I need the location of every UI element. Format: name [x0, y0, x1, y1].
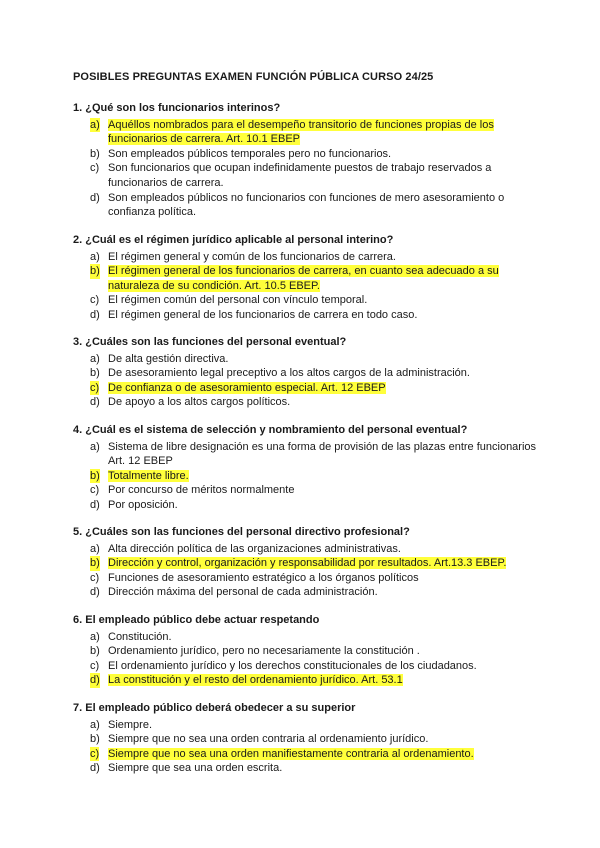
- answer-option: [73, 250, 543, 265]
- option-letter: c): [90, 747, 100, 760]
- option-letter: b): [90, 645, 100, 658]
- question-1: [73, 101, 543, 220]
- question-heading: 1. ¿Qué son los funcionarios interinos?: [73, 102, 281, 114]
- option-letter: d): [90, 308, 100, 321]
- question-3: [73, 335, 543, 410]
- option-letter: d): [90, 674, 100, 687]
- option-letter: c): [90, 571, 100, 584]
- answer-options: [73, 118, 543, 220]
- option-letter: a): [90, 542, 100, 555]
- document-title: POSIBLES PREGUNTAS EXAMEN FUNCIÓN PÚBLICA CURSO 24/25: [73, 71, 434, 83]
- option-letter: c): [90, 381, 100, 394]
- option-letter: a): [90, 440, 100, 453]
- answer-option: [73, 161, 543, 190]
- option-letter: c): [90, 484, 100, 497]
- question-6: [73, 613, 543, 688]
- option-text: Siempre que sea una orden escrita.: [108, 762, 283, 775]
- option-letter: b): [90, 147, 100, 160]
- answer-options: [73, 718, 543, 776]
- option-text: Dirección máxima del personal de cada administración.: [108, 586, 378, 599]
- question-heading: 3. ¿Cuáles son las funciones del personal eventual?: [73, 336, 347, 348]
- answer-options: [73, 250, 543, 323]
- option-text: Sistema de libre designación es una forma de provisión de las plazas entre funcionarios Art. 12 EBEP: [108, 440, 537, 468]
- answer-option: [73, 395, 543, 410]
- question-7: [73, 701, 543, 776]
- option-letter: d): [90, 191, 100, 204]
- option-text: Siempre que no sea una orden contraria al ordenamiento jurídico.: [108, 733, 429, 746]
- option-letter: b): [90, 557, 100, 570]
- answer-options: [73, 352, 543, 410]
- answer-option: [73, 761, 543, 776]
- option-letter: d): [90, 762, 100, 775]
- answer-option: [73, 366, 543, 381]
- option-text: El ordenamiento jurídico y los derechos constitucionales de los ciudadanos.: [108, 659, 477, 672]
- answer-option: [73, 440, 543, 469]
- option-text: El régimen general y común de los funcionarios de carrera.: [108, 250, 396, 263]
- answer-options: [73, 542, 543, 600]
- question-heading: 7. El empleado público deberá obedecer a su superior: [73, 702, 356, 714]
- question-heading: 5. ¿Cuáles son las funciones del personal directivo profesional?: [73, 526, 410, 538]
- option-text: De apoyo a los altos cargos políticos.: [108, 396, 291, 409]
- answer-option: [73, 469, 543, 484]
- correct-answer-text: Aquéllos nombrados para el desempeño transitorio de funciones propias de los funcionarios de carrera. Art. 10.1 EBEP: [108, 118, 494, 146]
- option-text: Constitución.: [108, 630, 172, 643]
- answer-option: [73, 483, 543, 498]
- answer-option: [73, 673, 543, 688]
- correct-answer-text: Totalmente libre.: [108, 469, 189, 482]
- option-text: Por concurso de méritos normalmente: [108, 484, 295, 497]
- option-letter: a): [90, 118, 100, 131]
- answer-option: [73, 542, 543, 557]
- option-text: Ordenamiento jurídico, pero no necesariamente la constitución .: [108, 645, 420, 658]
- correct-answer-text: Dirección y control, organización y responsabilidad por resultados. Art.13.3 EBEP.: [108, 557, 507, 570]
- correct-answer-text: Siempre que no sea una orden manifiestamente contraria al ordenamiento.: [108, 747, 474, 760]
- answer-option: [73, 585, 543, 600]
- option-letter: c): [90, 294, 100, 307]
- question-2: [73, 233, 543, 323]
- option-letter: c): [90, 659, 100, 672]
- option-letter: d): [90, 396, 100, 409]
- answer-option: [73, 264, 543, 293]
- option-text: El régimen común del personal con vínculo temporal.: [108, 294, 368, 307]
- question-heading: 4. ¿Cuál es el sistema de selección y nombramiento del personal eventual?: [73, 424, 468, 436]
- answer-options: [73, 630, 543, 688]
- option-letter: a): [90, 718, 100, 731]
- option-text: Son empleados públicos temporales pero no funcionarios.: [108, 147, 392, 160]
- answer-option: [73, 747, 543, 762]
- option-letter: b): [90, 469, 100, 482]
- correct-answer-text: La constitución y el resto del ordenamiento jurídico. Art. 53.1: [108, 674, 403, 687]
- question-4: [73, 423, 543, 513]
- answer-option: [73, 556, 543, 571]
- option-text: Siempre.: [108, 718, 153, 731]
- answer-option: [73, 571, 543, 586]
- option-text: De asesoramiento legal preceptivo a los altos cargos de la administración.: [108, 367, 470, 380]
- option-text: Alta dirección política de las organizaciones administrativas.: [108, 542, 401, 555]
- option-letter: a): [90, 250, 100, 263]
- answer-option: [73, 644, 543, 659]
- option-text: Funciones de asesoramiento estratégico a los órganos políticos: [108, 571, 419, 584]
- answer-option: [73, 191, 543, 220]
- option-letter: d): [90, 498, 100, 511]
- question-heading: 2. ¿Cuál es el régimen jurídico aplicable al personal interino?: [73, 234, 394, 246]
- answer-option: [73, 732, 543, 747]
- option-letter: c): [90, 162, 100, 175]
- option-letter: b): [90, 265, 100, 278]
- option-text: Son funcionarios que ocupan indefinidamente puestos de trabajo reservados a funcionarios de carrera.: [108, 162, 492, 189]
- answer-option: [73, 381, 543, 396]
- answer-option: [73, 659, 543, 674]
- answer-option: [73, 293, 543, 308]
- option-letter: a): [90, 352, 100, 365]
- option-letter: a): [90, 630, 100, 643]
- answer-options: [73, 440, 543, 513]
- correct-answer-text: El régimen general de los funcionarios de carrera, en cuanto sea adecuado a su naturaleza de su condición. Art. 10.5 EBEP.: [108, 265, 499, 292]
- answer-option: [73, 118, 543, 147]
- answer-option: [73, 352, 543, 367]
- option-letter: b): [90, 733, 100, 746]
- answer-option: [73, 308, 543, 323]
- option-letter: d): [90, 586, 100, 599]
- option-letter: b): [90, 367, 100, 380]
- correct-answer-text: De confianza o de asesoramiento especial. Art. 12 EBEP: [108, 381, 386, 394]
- answer-option: [73, 630, 543, 645]
- option-text: De alta gestión directiva.: [108, 352, 229, 365]
- answer-option: [73, 718, 543, 733]
- option-text: Son empleados públicos no funcionarios con funciones de mero asesoramiento o confianza política.: [108, 191, 505, 219]
- option-text: El régimen general de los funcionarios de carrera en todo caso.: [108, 308, 418, 321]
- option-text: Por oposición.: [108, 498, 178, 511]
- answer-option: [73, 147, 543, 162]
- question-5: [73, 525, 543, 600]
- question-heading: 6. El empleado público debe actuar respetando: [73, 614, 320, 626]
- answer-option: [73, 498, 543, 513]
